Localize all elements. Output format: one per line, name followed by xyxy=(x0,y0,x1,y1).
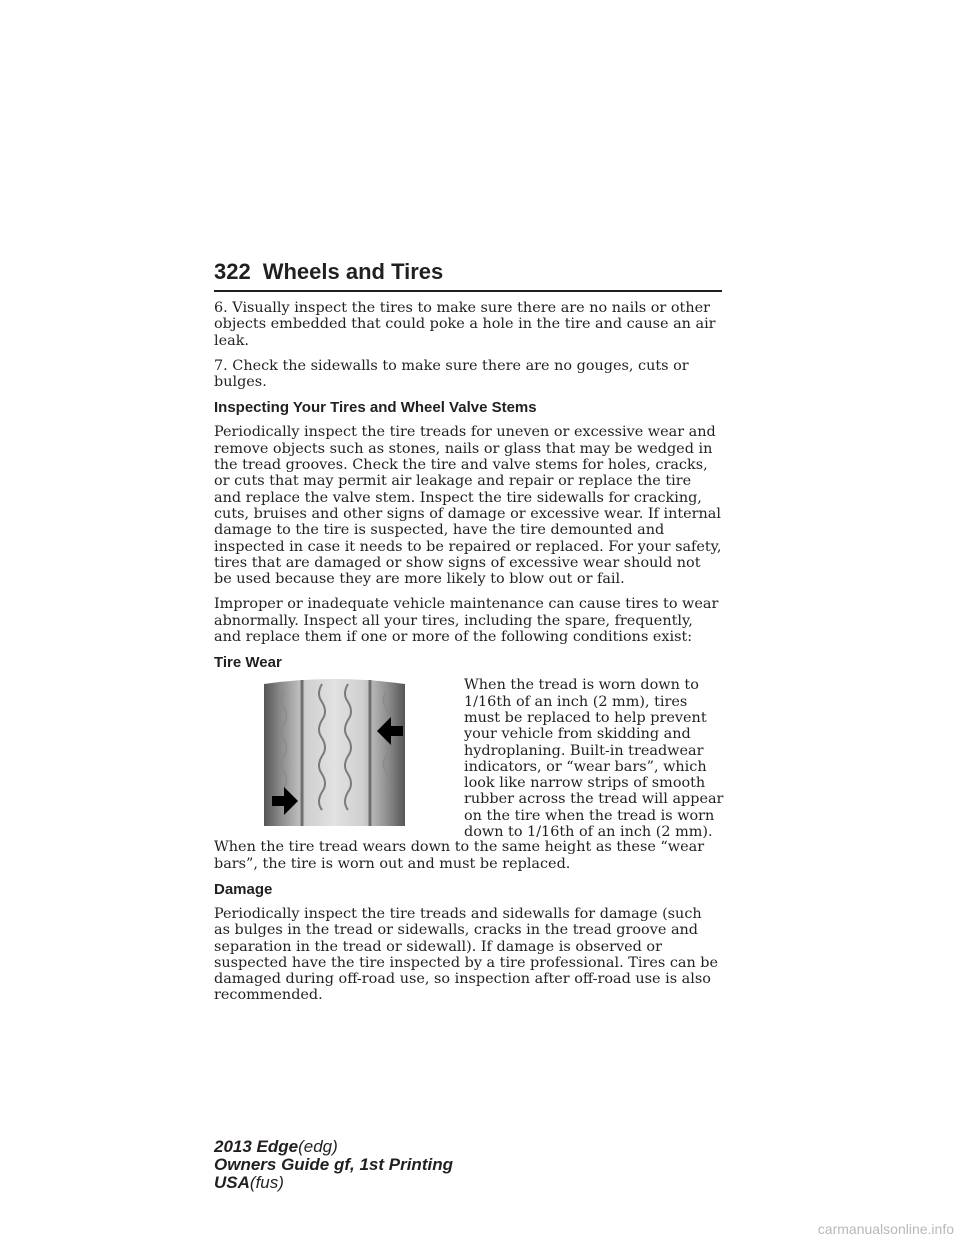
tire-wear-figure-text: When the tread is worn down to 1/16th of an inch (2 mm), tires must be replaced to help prevent your vehicle from skidding and hydroplaning. Built-in treadwear indicators, or “wear bars”, which look like narrow strips of smooth rubber across the tread will appear on the tire when the tread is worn down to 1/16th of an inch (2 mm). xyxy=(464,677,724,841)
tire-tread-illustration xyxy=(262,676,407,826)
paragraph-step-6: 6. Visually inspect the tires to make sure there are no nails or other objects embedded that could poke a hole in the tire and cause an air leak. xyxy=(214,300,716,349)
footer-model: 2013 Edge xyxy=(214,1137,299,1156)
footer-guide: Owners Guide gf, 1st Printing xyxy=(214,1155,453,1174)
heading-inspecting: Inspecting Your Tires and Wheel Valve Stems xyxy=(214,399,537,417)
paragraph-damage: Periodically inspect the tire treads and sidewalls for damage (such as bulges in the tread or sidewalls, cracks in the tread groove and separation in the tread or sidewall). If damage is observed or suspected have the tire inspected by a tire professional. Tires can be damaged during off-road use, so inspection after off-road use is also recommended. xyxy=(214,905,719,1004)
paragraph-tire-wear-after: When the tire tread wears down to the same height as these “wear bars”, the tire is worn out and must be replaced. xyxy=(214,839,705,872)
tire-wear-figure-block xyxy=(214,677,724,841)
heading-tire-wear: Tire Wear xyxy=(214,654,282,672)
page-footer xyxy=(214,1138,453,1192)
page-number: 322 xyxy=(214,259,251,284)
heading-damage: Damage xyxy=(214,880,273,898)
footer-market: USA xyxy=(214,1173,250,1192)
watermark: carmanualsonline.info xyxy=(817,1221,954,1237)
section-title: Wheels and Tires xyxy=(262,259,444,284)
paragraph-step-7: 7. Check the sidewalls to make sure there are no gouges, cuts or bulges. xyxy=(214,357,689,391)
page-header xyxy=(214,259,722,285)
paragraph-inspecting-1: Periodically inspect the tire treads for uneven or excessive wear and remove objects such as stones, nails or glass that may be wedged in the tread grooves. Check the tire and valve stems for holes, cracks, or cuts that may permit air leakage and repair or replace the tire and replace the valve stem. Inspect the tire sidewalls for cracking, cuts, bruises and other signs of damage or excessive wear. If internal damage to the tire is suspected, have the tire demounted and inspected in case it needs to be repaired or replaced. For your safety, tires that are damaged or show signs of excessive wear should not be used because they are more likely to blow out or fail. xyxy=(214,424,722,588)
footer-model-code: (edg) xyxy=(298,1137,338,1156)
header-rule xyxy=(214,290,722,292)
footer-market-code: (fus) xyxy=(249,1173,284,1192)
paragraph-inspecting-2: Improper or inadequate vehicle maintenance can cause tires to wear abnormally. Inspect all your tires, including the spare, frequently, and replace them if one or more of the following conditions exist: xyxy=(214,596,719,646)
page-content xyxy=(214,300,722,1013)
